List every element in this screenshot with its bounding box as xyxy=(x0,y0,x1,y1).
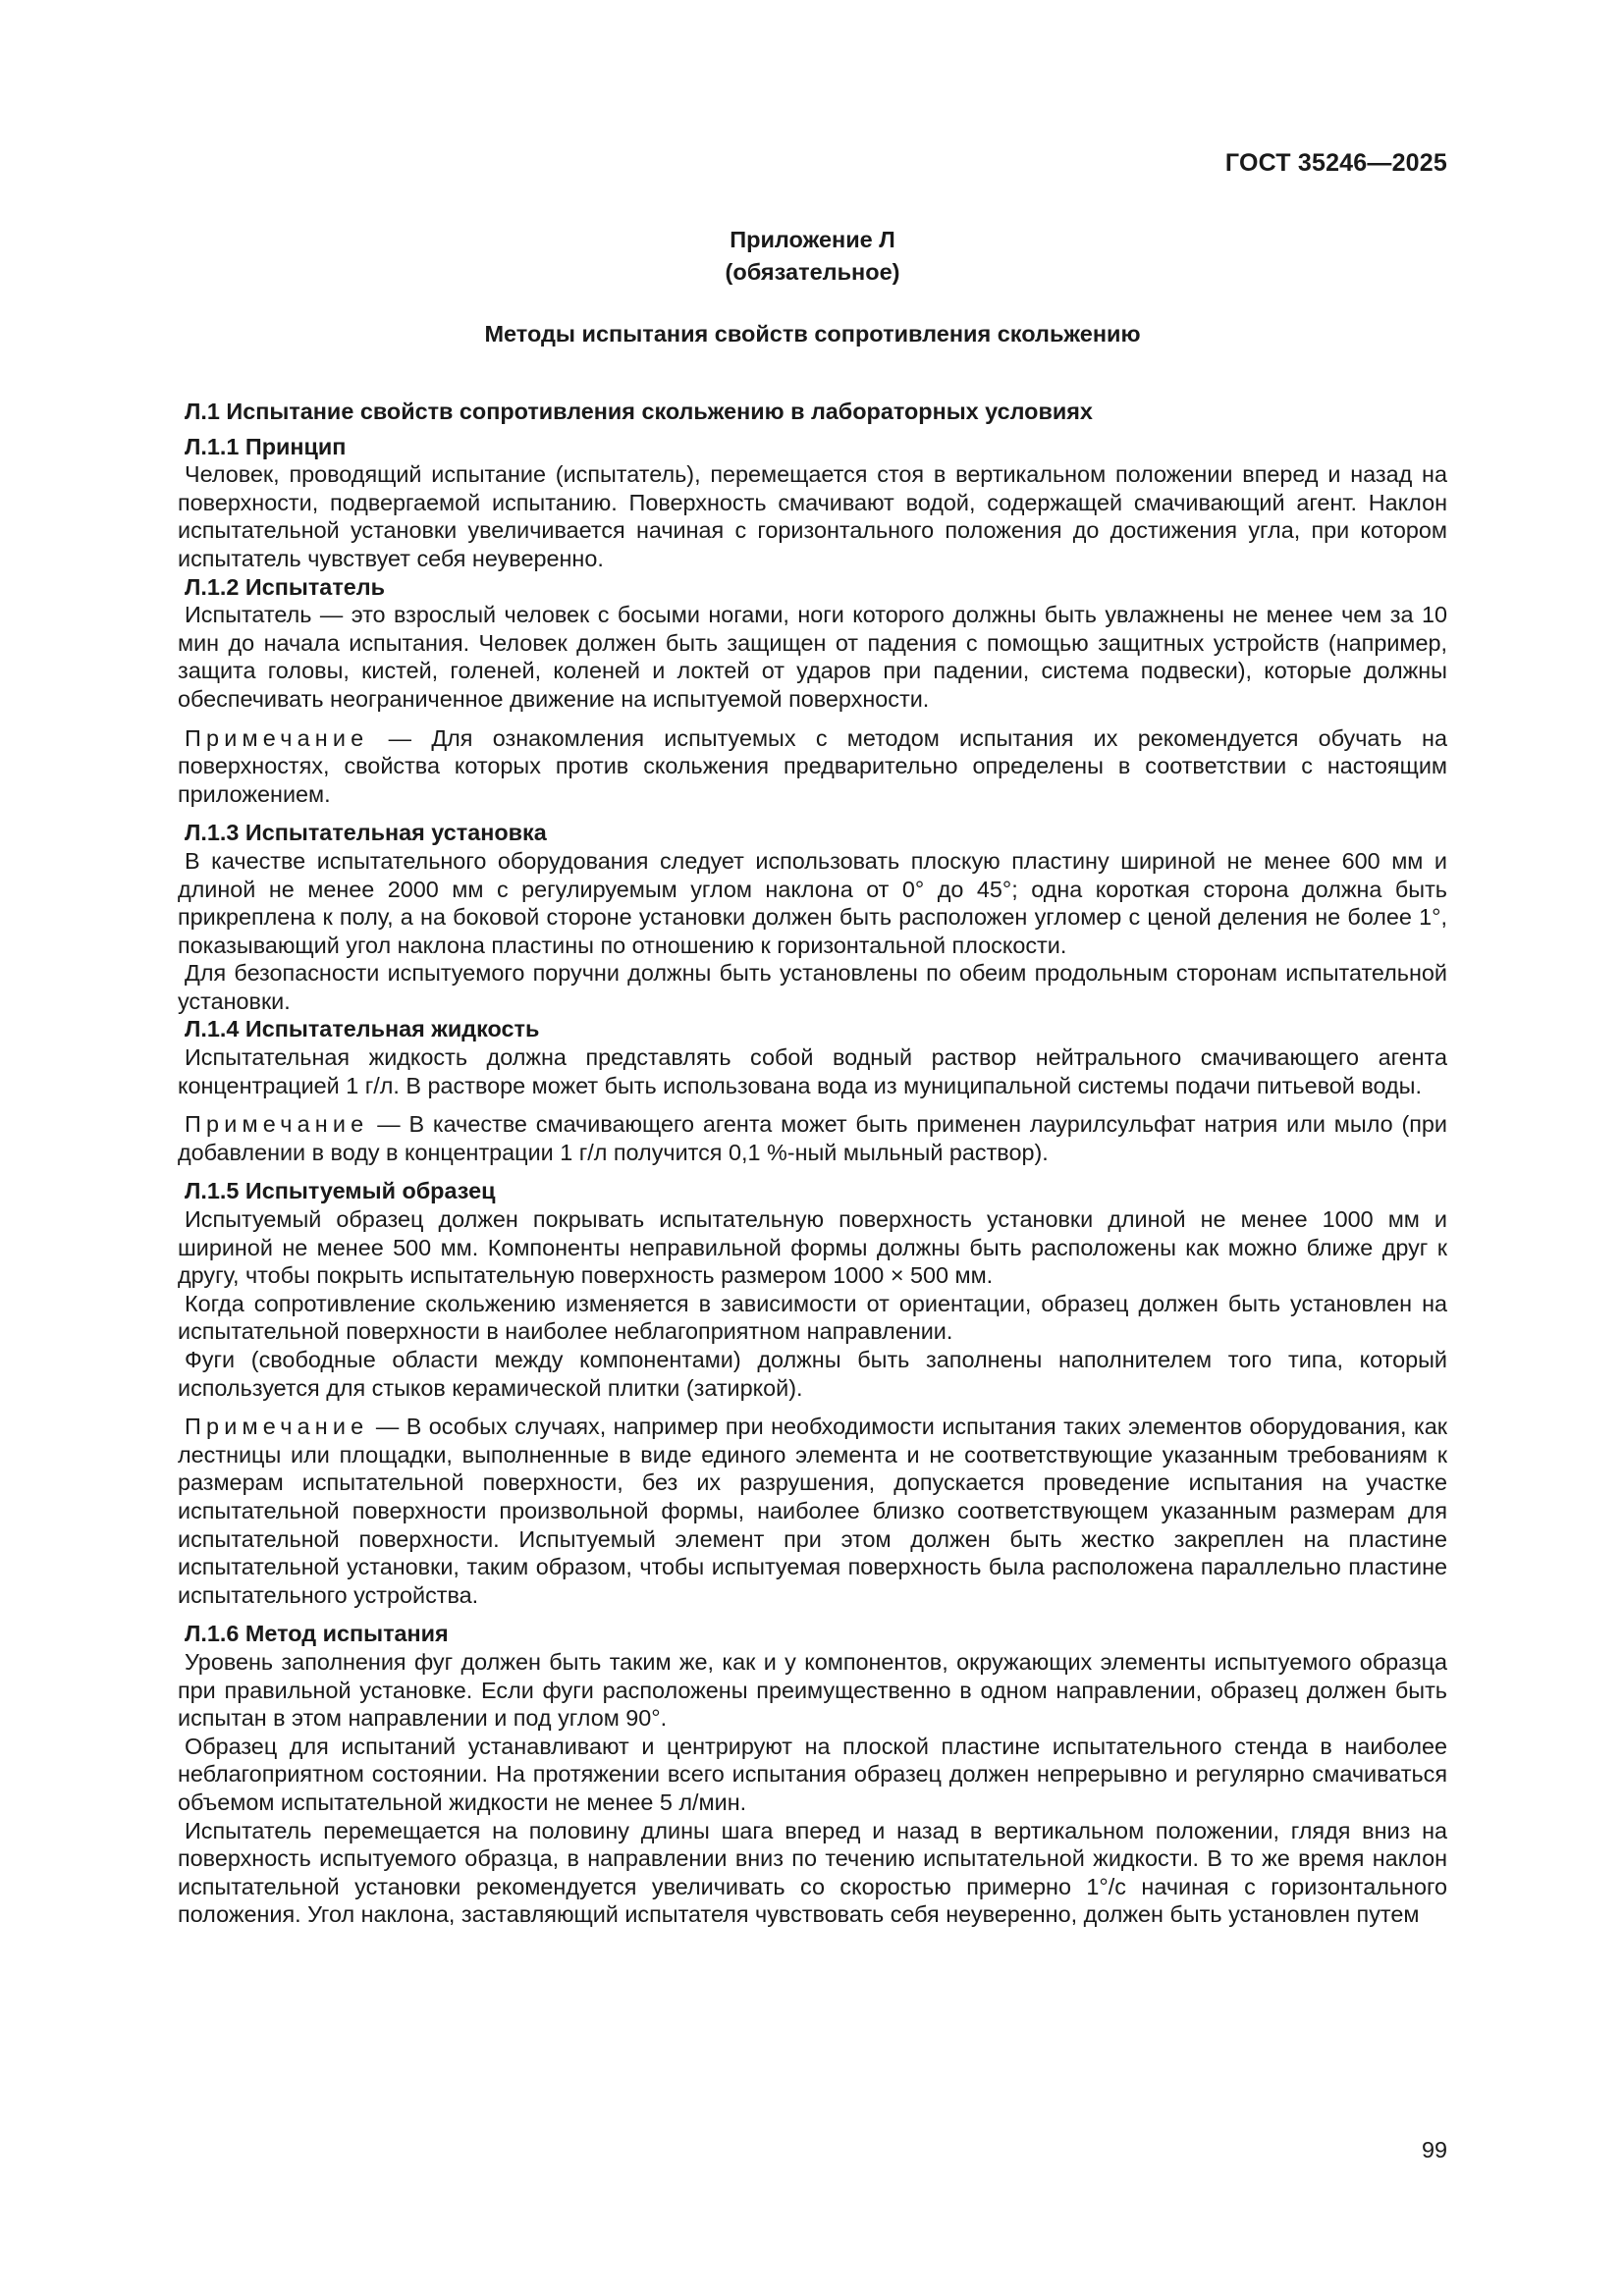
paragraph: В качестве испытательного оборудования следует использовать плоскую пластину шириной не менее 600 мм и длиной не менее 2000 мм с регулируемым углом наклона от 0° до 45°; одна короткая сторона должна быть прикреплена к полу, а на боковой стороне установки должен быть расположен угломер с ценой деления не более 1°, показывающий угол наклона пластины по отношению к горизонтальной плоскости. xyxy=(178,847,1447,958)
subsection-heading-method: Л.1.6 Метод испытания xyxy=(185,1621,449,1647)
section-heading: Л.1 Испытание свойств сопротивления скольжению в лабораторных условиях xyxy=(185,399,1093,424)
note xyxy=(178,724,1447,809)
note-text: — В особых случаях, например при необходимости испытания таких элементов оборудования, как лестницы или площадки, выполненные в виде единого элемента и не соответствующие указанным требованиям к размерам испытательной поверхности, без их разрушения, допускается проведение испытания на участке испытательной поверхности произвольной формы, наиболее близко соответствующем указанным размерам для испытательной поверхности. Испытуемый элемент при этом должен быть жестко закреплен на пластине испытательной установки, таким образом, чтобы испытуемая поверхность была расположена параллельно пластине испытательного устройства. xyxy=(178,1414,1447,1608)
annex-label: Приложение Л xyxy=(730,227,895,252)
subsection-heading-tester: Л.1.2 Испытатель xyxy=(185,573,386,600)
note-text: — Для ознакомления испытуемых с методом испытания их рекомендуется обучать на поверхностях, свойства которых против скольжения предварительно определены в соответствии с настоящим приложением. xyxy=(178,724,1447,807)
document-page xyxy=(178,0,1447,2296)
document-body xyxy=(178,398,1447,1929)
paragraph: Испытуемый образец должен покрывать испытательную поверхность установки длиной не менее 1000 мм и шириной не менее 500 мм. Компоненты неправильной формы должны быть расположены как можно ближе друг к другу, чтобы покрыть испытательную поверхность размером 1000 × 500 мм. xyxy=(178,1206,1447,1289)
subsection-heading-liquid: Л.1.4 Испытательная жидкость xyxy=(185,1016,540,1042)
page-number: 99 xyxy=(1421,2137,1447,2163)
paragraph: Фуги (свободные области между компонентами) должны быть заполнены наполнителем того типа, который используется для стыков керамической плитки (затиркой). xyxy=(178,1347,1447,1401)
annex-header xyxy=(178,224,1447,289)
annex-title: Методы испытания свойств сопротивления скольжению xyxy=(484,321,1141,347)
note-label: Примечание xyxy=(185,1414,369,1440)
note-label: Примечание xyxy=(185,1111,369,1138)
note-label: Примечание xyxy=(185,724,369,751)
paragraph: Когда сопротивление скольжению изменяется в зависимости от ориентации, образец должен быть установлен на испытательной поверхности в наиболее неблагоприятном направлении. xyxy=(178,1290,1447,1345)
paragraph: Испытатель перемещается на половину длины шага вперед и назад в вертикальном положении, глядя вниз на поверхность испытуемого образца, в направлении вниз по течению испытательной жидкости. В то же время наклон испытательной установки рекомендуется увеличивать со скоростью примерно 1°/с начиная с горизонтального положения. Угол наклона, заставляющий испытателя чувствовать себя неуверенно, должен быть установлен путем xyxy=(178,1817,1447,1928)
annex-status: (обязательное) xyxy=(725,259,900,285)
paragraph: Испытательная жидкость должна представлять собой водный раствор нейтрального смачивающего агента концентрацией 1 г/л. В растворе может быть использована вода из муниципальной системы подачи питьевой воды. xyxy=(178,1044,1447,1098)
subsection-heading-principle: Л.1.1 Принцип xyxy=(185,433,347,459)
note xyxy=(178,1110,1447,1166)
paragraph: Человек, проводящий испытание (испытатель), перемещается стоя в вертикальном положении вперед и назад на поверхности, подвергаемой испытанию. Поверхность смачивают водой, содержащей смачивающий агент. Наклон испытательной установки увеличивается начиная с горизонтального положения до достижения угла, при котором испытатель чувствует себя неуверенно. xyxy=(178,461,1447,571)
paragraph: Испытатель — это взрослый человек с босыми ногами, ноги которого должны быть увлажнены не менее чем за 10 мин до начала испытания. Человек должен быть защищен от падения с помощью защитных устройств (например, защита головы, кистей, голеней, коленей и локтей от ударов при падении, система подвески), которые должны обеспечивать неограниченное движение на испытуемой поверхности. xyxy=(178,602,1447,712)
paragraph: Уровень заполнения фуг должен быть таким же, как и у компонентов, окружающих элементы испытуемого образца при правильной установке. Если фуги расположены преимущественно в одном направлении, образец должен быть испытан в этом направлении и под углом 90°. xyxy=(178,1648,1447,1732)
document-code: ГОСТ 35246—2025 xyxy=(1224,149,1447,177)
paragraph: Образец для испытаний устанавливают и центрируют на плоской пластине испытательного стенда в наиболее неблагоприятном состоянии. На протяжении всего испытания образец должен непрерывно и регулярно смачиваться объемом испытательной жидкости не менее 5 л/мин. xyxy=(178,1733,1447,1815)
subsection-heading-apparatus: Л.1.3 Испытательная установка xyxy=(185,820,547,846)
paragraph: Для безопасности испытуемого поручни должны быть установлены по обеим продольным сторонам испытательной установки. xyxy=(178,960,1447,1014)
note xyxy=(178,1413,1447,1609)
note-text: — В качестве смачивающего агента может быть применен лаурилсульфат натрия или мыло (при добавлении в воду в концентрации 1 г/л получится 0,1 %-ный мыльный раствор). xyxy=(178,1111,1447,1165)
subsection-heading-specimen: Л.1.5 Испытуемый образец xyxy=(185,1178,496,1204)
